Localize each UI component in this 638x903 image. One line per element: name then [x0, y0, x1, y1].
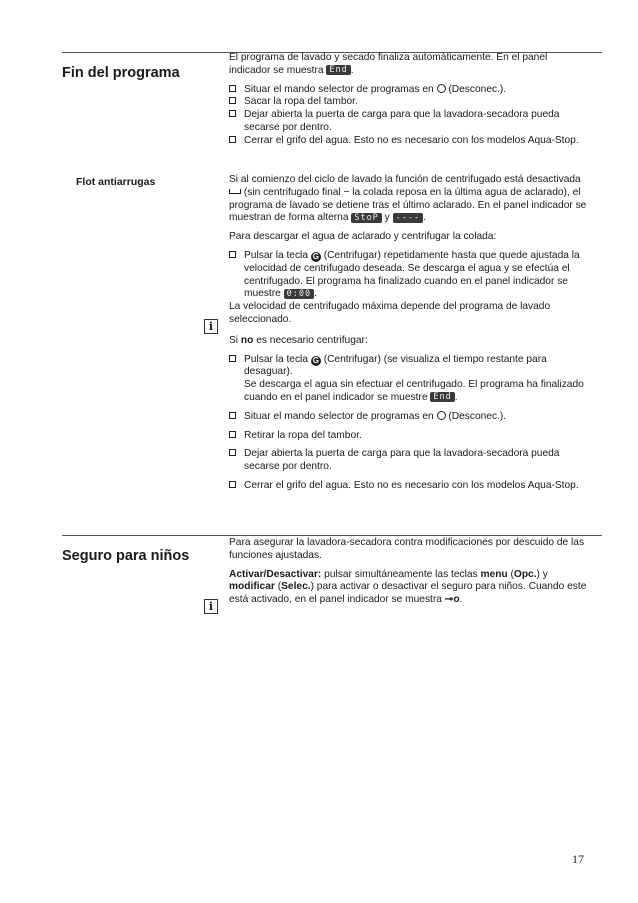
spin-key-icon: G	[312, 355, 319, 365]
paragraph: Para descargar el agua de aclarado y centrifugar la colada:	[229, 231, 497, 243]
page-number: 17	[572, 852, 584, 866]
paragraph: Para asegurar la lavadora-secadora contra modificaciones por descuido de las funciones ajustadas.	[229, 537, 585, 561]
list-item: Situar el mando selector de programas en (Desconec.).	[229, 411, 589, 424]
off-circle-icon	[437, 411, 446, 420]
tray-icon	[229, 189, 241, 194]
display-zero: 0:00	[284, 289, 314, 299]
checkbox-bullet-icon	[229, 136, 236, 143]
key-lock-icon: ⊸o	[444, 594, 460, 606]
display-stop: StoP	[351, 213, 381, 223]
checkbox-bullet-icon	[229, 449, 236, 456]
section-body	[229, 174, 589, 493]
info-icon: i	[204, 319, 218, 334]
list-item: Pulsar la tecla G (Centrifugar) repetidamente hasta que quede ajustada la velocidad de centrifugado deseada. Se descarga el agua y se efectúa el centrifugado. El programa ha finalizado cuando en el panel indicador se muestre 0:00 .	[229, 250, 589, 301]
checkbox-bullet-icon	[229, 355, 236, 362]
list-item: Cerrar el grifo del agua. Esto no es necesario con los modelos Aqua-Stop.	[229, 135, 589, 148]
section-body	[229, 537, 589, 607]
checkbox-bullet-icon	[229, 97, 236, 104]
off-circle-icon	[437, 84, 446, 93]
section-rule	[62, 535, 602, 536]
checkbox-bullet-icon	[229, 110, 236, 117]
paragraph: Si al comienzo del ciclo de lavado la función de centrifugado está desactivada (sin centrifugado final − la colada reposa en la última agua de aclarado), el programa de lavado se detiene tras el último aclarado. En el panel indicador se muestran de forma alterna StoP y ---- .	[229, 174, 587, 224]
list-item: Retirar la ropa del tambor.	[229, 430, 589, 443]
paragraph: Si no es necesario centrifugar:	[229, 334, 368, 346]
section-heading: Seguro para niños	[62, 548, 190, 564]
section-heading: Fin del programa	[62, 65, 180, 81]
checkbox-bullet-icon	[229, 85, 236, 92]
list-item: Dejar abierta la puerta de carga para que la lavadora-secadora pueda secarse por dentro.	[229, 109, 589, 135]
info-note: La velocidad de centrifugado máxima depende del programa de lavado seleccionado.	[229, 301, 551, 325]
list-item: Sacar la ropa del tambor.	[229, 96, 589, 109]
display-end: End	[326, 65, 350, 75]
checkbox-bullet-icon	[229, 431, 236, 438]
paragraph: Activar/Desactivar: pulsar simultáneamente las teclas menu (Opc.) y modificar (Selec.) para activar o desactivar el seguro para niños. Cuando este está activado, en el panel indicador se muestra ⊸o.	[229, 568, 587, 606]
spin-key-icon: G	[312, 251, 319, 261]
display-end: End	[430, 392, 454, 402]
info-icon: i	[204, 599, 218, 614]
text: .	[350, 64, 354, 76]
checkbox-bullet-icon	[229, 251, 236, 258]
list-item: Dejar abierta la puerta de carga para que la lavadora-secadora pueda secarse por dentro.	[229, 448, 589, 474]
display-dashes: ----	[393, 213, 423, 223]
section-subheading: Flot antiarrugas	[76, 176, 156, 188]
paragraph	[229, 52, 589, 78]
list-item: Pulsar la tecla G (Centrifugar) (se visualiza el tiempo restante para desaguar). Se descarga el agua sin efectuar el centrifugado. El programa ha finalizado cuando en el panel indicador se muestre End .	[229, 354, 589, 405]
list-item: Cerrar el grifo del agua. Esto no es necesario con los modelos Aqua-Stop.	[229, 480, 589, 493]
checkbox-bullet-icon	[229, 412, 236, 419]
list-item: Situar el mando selector de programas en (Desconec.).	[229, 84, 589, 97]
checkbox-bullet-icon	[229, 481, 236, 488]
section-body	[229, 52, 589, 148]
text: El programa de lavado y secado finaliza automáticamente. En el panel indicador se muestra	[229, 52, 548, 76]
